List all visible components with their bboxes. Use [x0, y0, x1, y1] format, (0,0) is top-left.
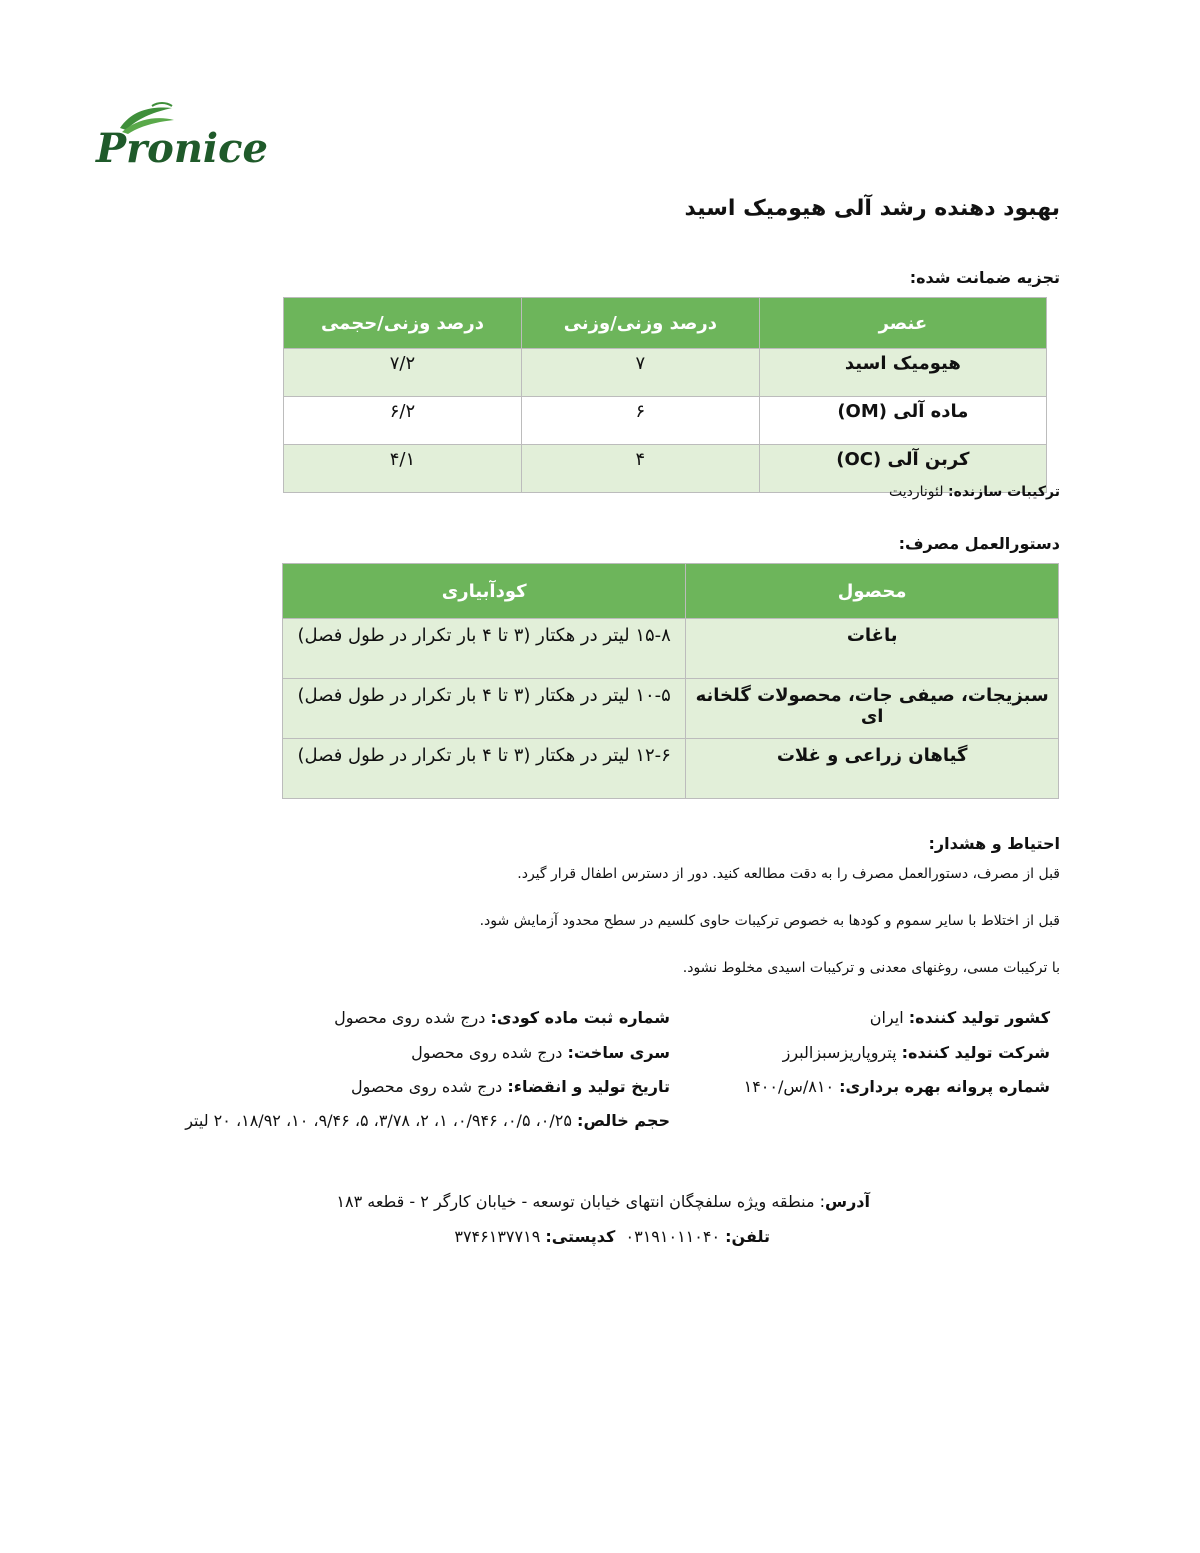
- components-value: لئوناردیت: [888, 484, 944, 500]
- warning-line: با ترکیبات مسی، روغنهای معدنی و ترکیبات اسیدی مخلوط نشود.: [682, 960, 1060, 976]
- page-title: بهبود دهنده رشد آلی هیومیک اسید: [684, 196, 1060, 221]
- table-row: [283, 739, 1059, 799]
- cell-crop: گیاهان زراعی و غلات: [686, 739, 1059, 799]
- postal-label: کدپستی:: [545, 1227, 616, 1246]
- info-registration: شماره ثبت ماده کودی: درج شده روی محصول: [334, 1008, 670, 1027]
- header-wv: درصد وزنی/حجمی: [284, 298, 522, 349]
- warning-heading: احتیاط و هشدار:: [928, 834, 1060, 853]
- guaranteed-table: [283, 297, 1047, 493]
- postal-value: ۳۷۴۶۱۳۷۷۱۹: [454, 1227, 541, 1246]
- cell-wv: ۴/۱: [284, 445, 522, 493]
- logo-wordmark: Pronice: [96, 125, 268, 172]
- table-row: [283, 619, 1059, 679]
- cell-crop: باغات: [686, 619, 1059, 679]
- header-ww: درصد وزنی/وزنی: [521, 298, 759, 349]
- guaranteed-heading: تجزیه ضمانت شده:: [909, 268, 1060, 287]
- info-volume: حجم خالص: ۰/۲۵، ۰/۵، ۰/۹۴۶، ۱، ۲، ۳/۷۸، ۵، ۹/۴۶، ۱۰، ۱۸/۹۲، ۲۰ لیتر: [185, 1111, 670, 1130]
- table-row: [284, 397, 1047, 445]
- cell-element: کربن آلی (OC): [759, 445, 1046, 493]
- usage-table: [282, 563, 1059, 799]
- table-header-row: [283, 564, 1059, 619]
- warning-line: قبل از مصرف، دستورالعمل مصرف را به دقت مطالعه کنید. دور از دسترس اطفال قرار گیرد.: [517, 866, 1060, 882]
- cell-ww: ۴: [521, 445, 759, 493]
- table-row: [284, 349, 1047, 397]
- warning-line: قبل از اختلاط با سایر سموم و کودها به خصوص ترکیبات حاوی کلسیم در سطح محدود آزمایش شود.: [479, 913, 1060, 929]
- cell-element: هیومیک اسید: [759, 349, 1046, 397]
- pronice-logo: [92, 100, 268, 172]
- info-company: شرکت تولید کننده: پتروپاریزسبزالبرز: [782, 1043, 1050, 1062]
- phone-label: تلفن:: [725, 1227, 770, 1246]
- address-label: آدرس: [825, 1192, 870, 1211]
- cell-dose: ۱۲-۶ لیتر در هکتار (۳ تا ۴ بار تکرار در طول فصل): [283, 739, 686, 799]
- table-header-row: [284, 298, 1047, 349]
- info-license: شماره پروانه بهره برداری: ۸۱۰/س/۱۴۰۰: [743, 1077, 1050, 1096]
- components-line: [889, 484, 1060, 500]
- address-value: منطقه ویژه سلفچگان انتهای خیابان توسعه - خیابان کارگر ۲ - قطعه ۱۸۳: [336, 1192, 815, 1211]
- phone-value: ۰۳۱۹۱۰۱۱۰۴۰: [625, 1227, 721, 1246]
- header-dose: کودآبیاری: [283, 564, 686, 619]
- info-batch: سری ساخت: درج شده روی محصول: [411, 1043, 670, 1062]
- cell-element: ماده آلی (OM): [759, 397, 1046, 445]
- header-crop: محصول: [686, 564, 1059, 619]
- cell-crop: سبزیجات، صیفی جات، محصولات گلخانه ای: [686, 679, 1059, 739]
- usage-heading: دستورالعمل مصرف:: [898, 534, 1060, 553]
- table-row: [283, 679, 1059, 739]
- cell-ww: ۶: [521, 397, 759, 445]
- cell-wv: ۷/۲: [284, 349, 522, 397]
- cell-ww: ۷: [521, 349, 759, 397]
- contact-line: [454, 1227, 770, 1246]
- cell-dose: ۱۰-۵ لیتر در هکتار (۳ تا ۴ بار تکرار در طول فصل): [283, 679, 686, 739]
- info-country: کشور تولید کننده: ایران: [869, 1008, 1050, 1027]
- cell-wv: ۶/۲: [284, 397, 522, 445]
- cell-dose: ۱۵-۸ لیتر در هکتار (۳ تا ۴ بار تکرار در طول فصل): [283, 619, 686, 679]
- address-line: آدرس: منطقه ویژه سلفچگان انتهای خیابان توسعه - خیابان کارگر ۲ - قطعه ۱۸۳: [336, 1192, 870, 1211]
- info-dates: تاریخ تولید و انقضاء: درج شده روی محصول: [351, 1077, 670, 1096]
- components-label: ترکیبات سازنده:: [947, 484, 1060, 500]
- header-element: عنصر: [759, 298, 1046, 349]
